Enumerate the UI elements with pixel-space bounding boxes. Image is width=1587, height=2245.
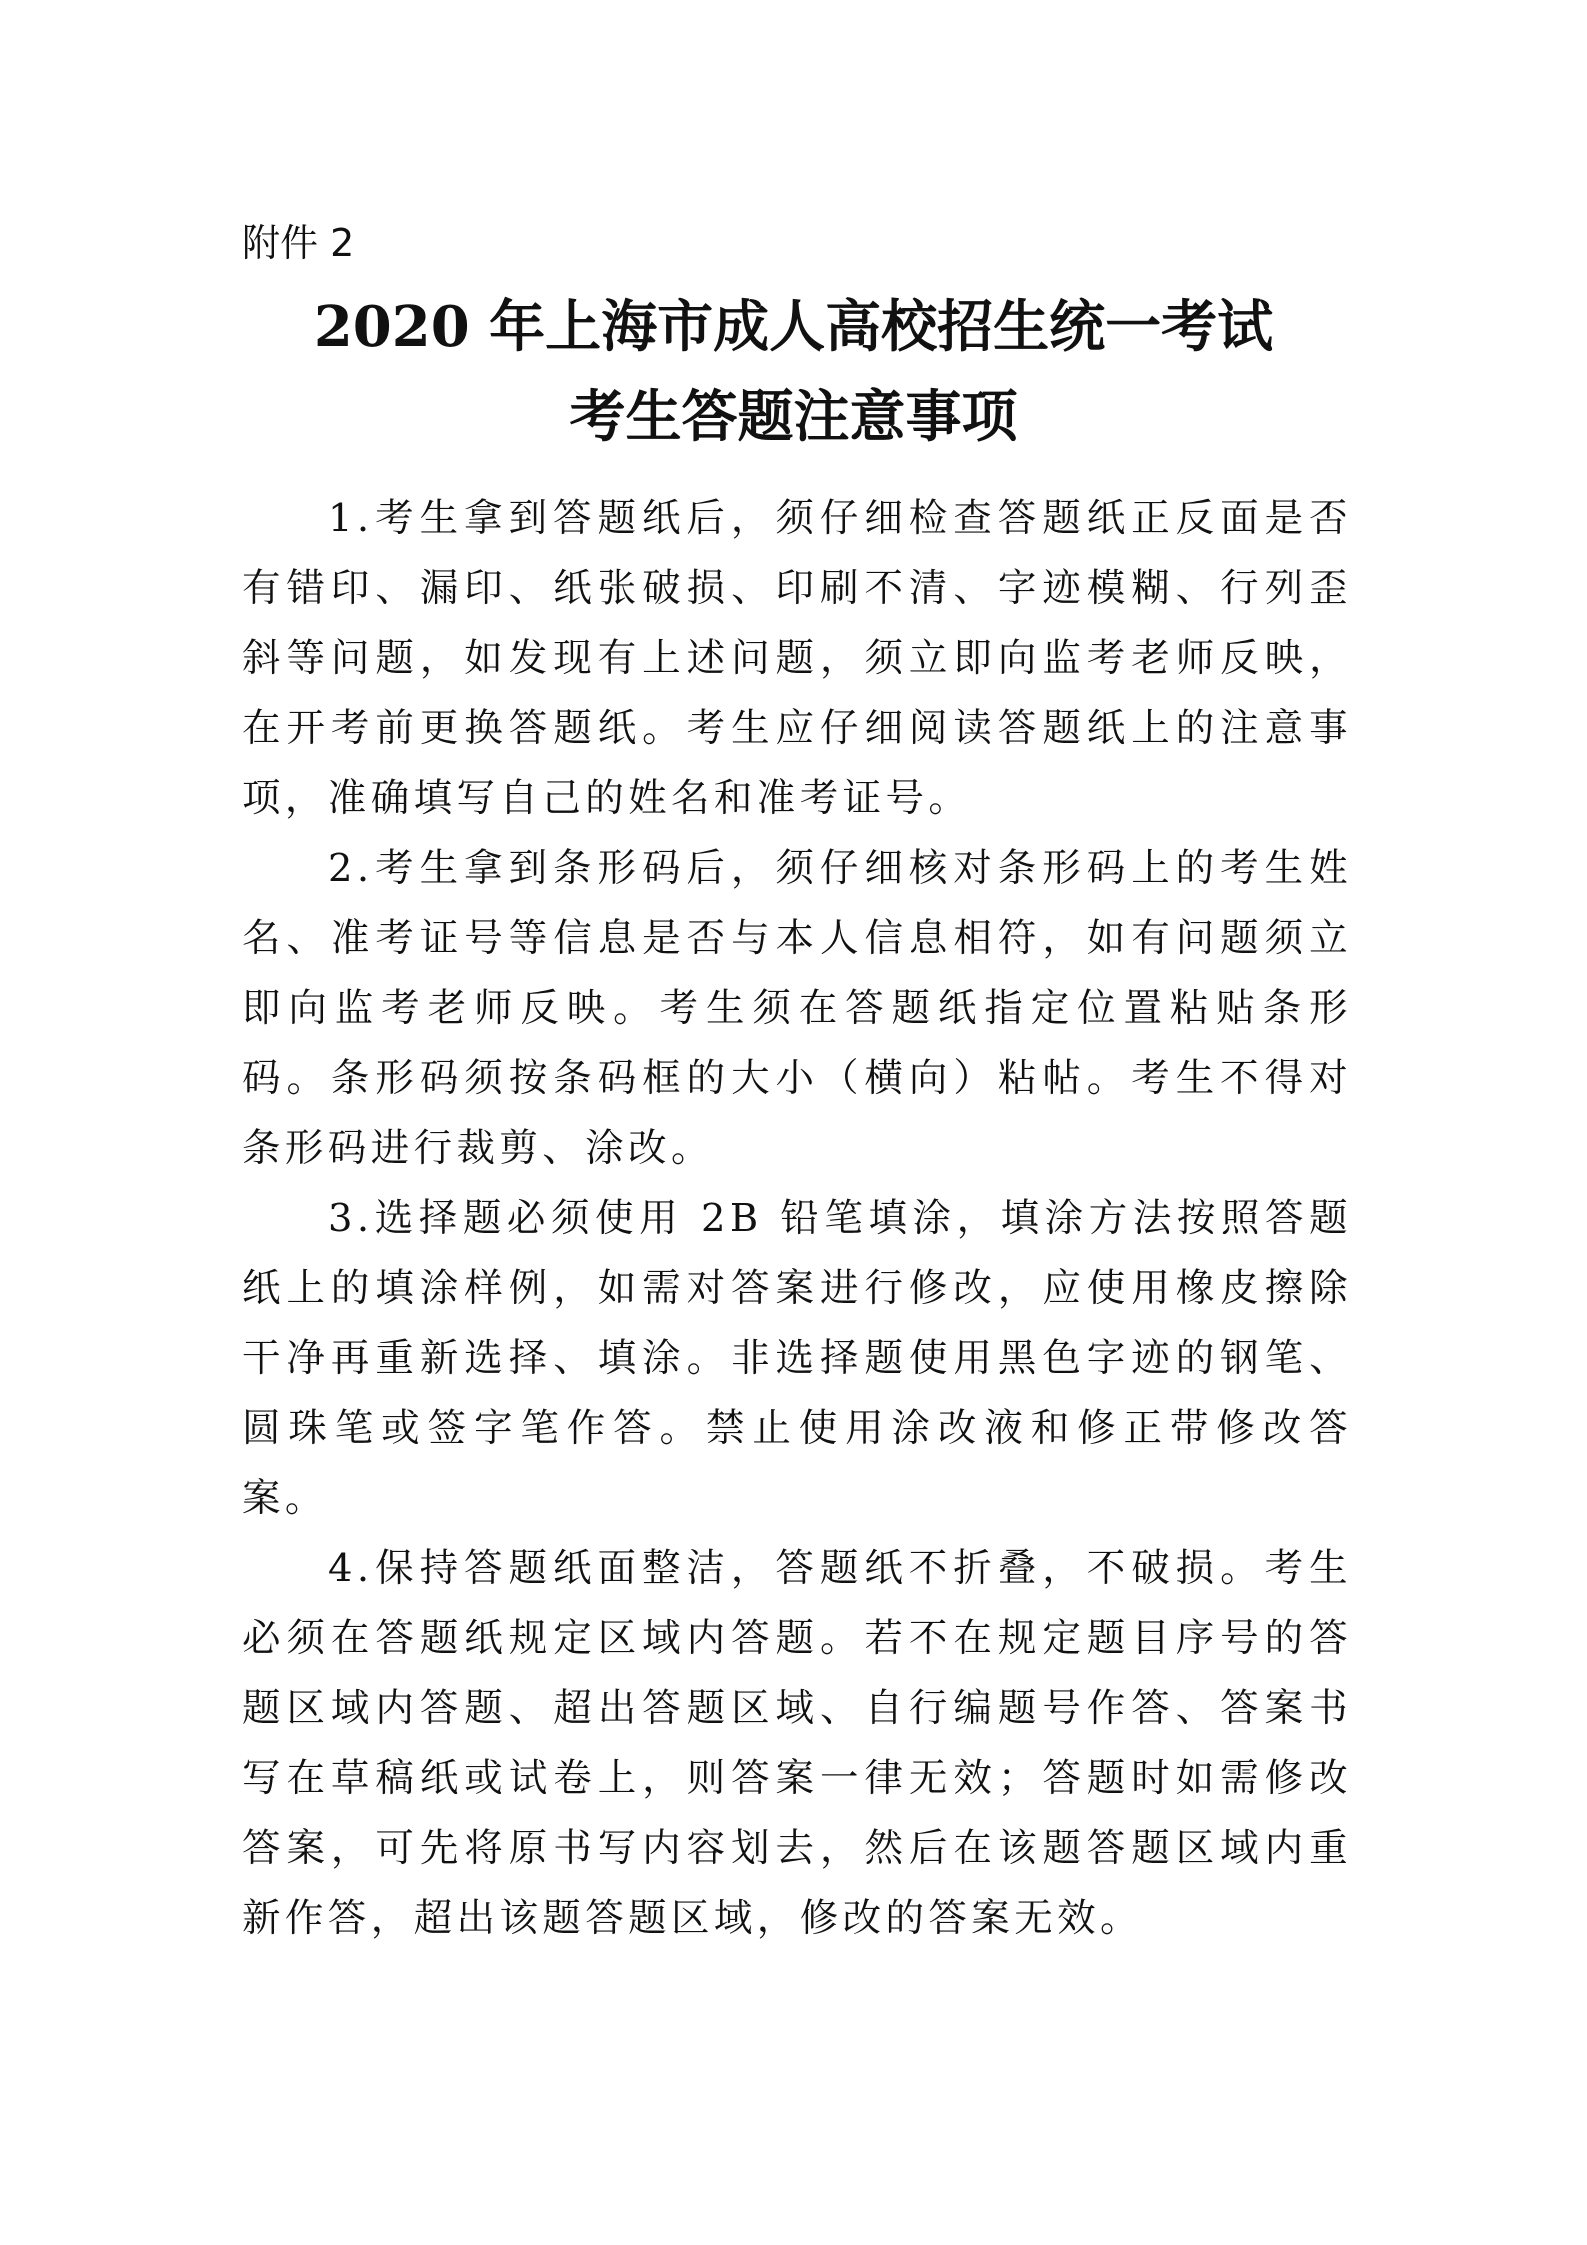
paragraph-item-1: 1.考生拿到答题纸后，须仔细检查答题纸正反面是否有错印、漏印、纸张破损、印刷不清、字迹模糊、行列歪斜等问题，如发现有上述问题，须立即向监考老师反映，在开考前更换答题纸。考生应仔细阅读答题纸上的注意事项，准确填写自己的姓名和准考证号。 [242, 496, 1352, 821]
paragraph-item-4: 4.保持答题纸面整洁，答题纸不折叠，不破损。考生必须在答题纸规定区域内答题。若不在规定题目序号的答题区域内答题、超出答题区域、自行编题号作答、答案书写在草稿纸或试卷上，则答案一律无效；答题时如需修改答案，可先将原书写内容划去，然后在该题答题区域内重新作答，超出该题答题区域，修改的答案无效。 [242, 1546, 1352, 1941]
document-title-line-1: 2020 年上海市成人高校招生统一考试 [313, 294, 1274, 360]
paragraph-item-2: 2.考生拿到条形码后，须仔细核对条形码上的考生姓名、准考证号等信息是否与本人信息相符，如有问题须立即向监考老师反映。考生须在答题纸指定位置粘贴条形码。条形码须按条码框的大小（横向）粘帖。考生不得对条形码进行裁剪、涂改。 [242, 846, 1352, 1171]
document-body [242, 484, 1352, 1954]
document-title-line-2: 考生答题注意事项 [569, 384, 1018, 450]
paragraph-item-3: 3.选择题必须使用 2B 铅笔填涂，填涂方法按照答题纸上的填涂样例，如需对答案进行修改，应使用橡皮擦除干净再重新选择、填涂。非选择题使用黑色字迹的钢笔、圆珠笔或签字笔作答。禁止使用涂改液和修正带修改答案。 [242, 1196, 1352, 1521]
attachment-label: 附件 2 [242, 221, 355, 265]
